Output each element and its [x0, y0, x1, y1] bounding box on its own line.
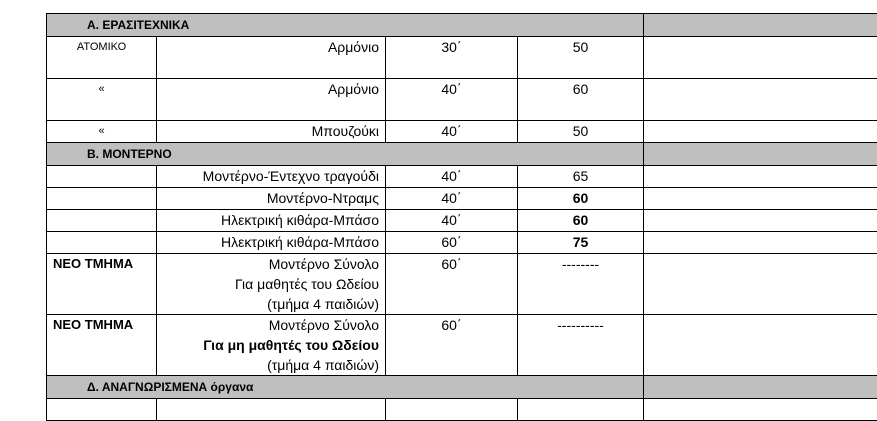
instrument-cell: Ηλεκτρική κιθάρα-Μπάσο	[157, 210, 386, 232]
instrument-cell: Αρμόνιο	[157, 79, 386, 121]
lesson-type-cell: ΑΤΟΜΙΚΟ	[47, 37, 157, 79]
notes-cell	[644, 121, 877, 143]
table-row	[47, 188, 877, 210]
notes-cell	[644, 399, 877, 421]
section-header-d	[47, 376, 877, 399]
price-cell: 65	[518, 166, 644, 188]
instrument-cell	[157, 315, 386, 376]
lesson-type-cell	[47, 232, 157, 254]
lesson-type-cell: «	[47, 79, 157, 121]
price-cell: --------	[518, 254, 644, 315]
duration-cell: 40΄	[386, 188, 518, 210]
section-header-a	[47, 14, 877, 37]
price-cell: 60	[518, 188, 644, 210]
section-header-b	[47, 143, 877, 166]
price-cell: 50	[518, 37, 644, 79]
lesson-type-cell: ΝΕΟ ΤΜΗΜΑ	[47, 254, 157, 315]
instrument-line: (τμήμα 4 παιδιών)	[163, 355, 379, 375]
table-row	[47, 121, 877, 143]
instrument-line: Για μαθητές του Ωδείου	[163, 274, 379, 294]
instrument-line: Μοντέρνο Σύνολο	[163, 254, 379, 274]
lesson-type-cell	[47, 210, 157, 232]
price-cell: 60	[518, 210, 644, 232]
table-row	[47, 79, 877, 121]
duration-cell: 40΄	[386, 121, 518, 143]
section-header-extra-cell	[644, 14, 877, 37]
duration-cell: 40΄	[386, 210, 518, 232]
lesson-type-cell	[47, 399, 157, 421]
notes-cell	[644, 232, 877, 254]
instrument-cell	[157, 399, 386, 421]
lesson-type-cell	[47, 166, 157, 188]
duration-cell: 60΄	[386, 315, 518, 376]
duration-cell: 60΄	[386, 232, 518, 254]
table-row	[47, 210, 877, 232]
section-title-d: Δ. ΑΝΑΓΝΩΡΙΣΜΕΝΑ όργανα	[47, 376, 644, 399]
duration-cell: 40΄	[386, 166, 518, 188]
instrument-cell: Αρμόνιο	[157, 37, 386, 79]
duration-cell: 60΄	[386, 254, 518, 315]
notes-cell	[644, 166, 877, 188]
price-cell: ----------	[518, 315, 644, 376]
notes-cell	[644, 254, 877, 315]
instrument-cell: Μοντέρνο-Έντεχνο τραγούδι	[157, 166, 386, 188]
price-cell	[518, 399, 644, 421]
price-cell: 75	[518, 232, 644, 254]
table-row	[47, 254, 877, 315]
table-row	[47, 232, 877, 254]
instrument-cell: Μοντέρνο-Ντραμς	[157, 188, 386, 210]
lesson-type-cell: «	[47, 121, 157, 143]
section-header-extra-cell	[644, 376, 877, 399]
table-row	[47, 166, 877, 188]
duration-cell	[386, 399, 518, 421]
lesson-type-cell: ΝΕΟ ΤΜΗΜΑ	[47, 315, 157, 376]
price-cell: 50	[518, 121, 644, 143]
table-row	[47, 37, 877, 79]
lesson-type-cell	[47, 188, 157, 210]
price-cell: 60	[518, 79, 644, 121]
notes-cell	[644, 79, 877, 121]
section-header-extra-cell	[644, 143, 877, 166]
notes-cell	[644, 37, 877, 79]
price-table	[46, 13, 877, 421]
instrument-line: (τμήμα 4 παιδιών)	[163, 294, 379, 314]
instrument-cell: Ηλεκτρική κιθάρα-Μπάσο	[157, 232, 386, 254]
instrument-line: Μοντέρνο Σύνολο	[163, 315, 379, 335]
section-title-a: Α. ΕΡΑΣΙΤΕΧΝΙΚΑ	[47, 14, 644, 37]
instrument-line: Για μη μαθητές του Ωδείου	[163, 335, 379, 355]
duration-cell: 30΄	[386, 37, 518, 79]
section-title-b: Β. ΜΟΝΤΕΡΝΟ	[47, 143, 644, 166]
table-row	[47, 399, 877, 421]
notes-cell	[644, 315, 877, 376]
instrument-cell	[157, 254, 386, 315]
notes-cell	[644, 210, 877, 232]
table-row	[47, 315, 877, 376]
duration-cell: 40΄	[386, 79, 518, 121]
notes-cell	[644, 188, 877, 210]
instrument-cell: Μπουζούκι	[157, 121, 386, 143]
